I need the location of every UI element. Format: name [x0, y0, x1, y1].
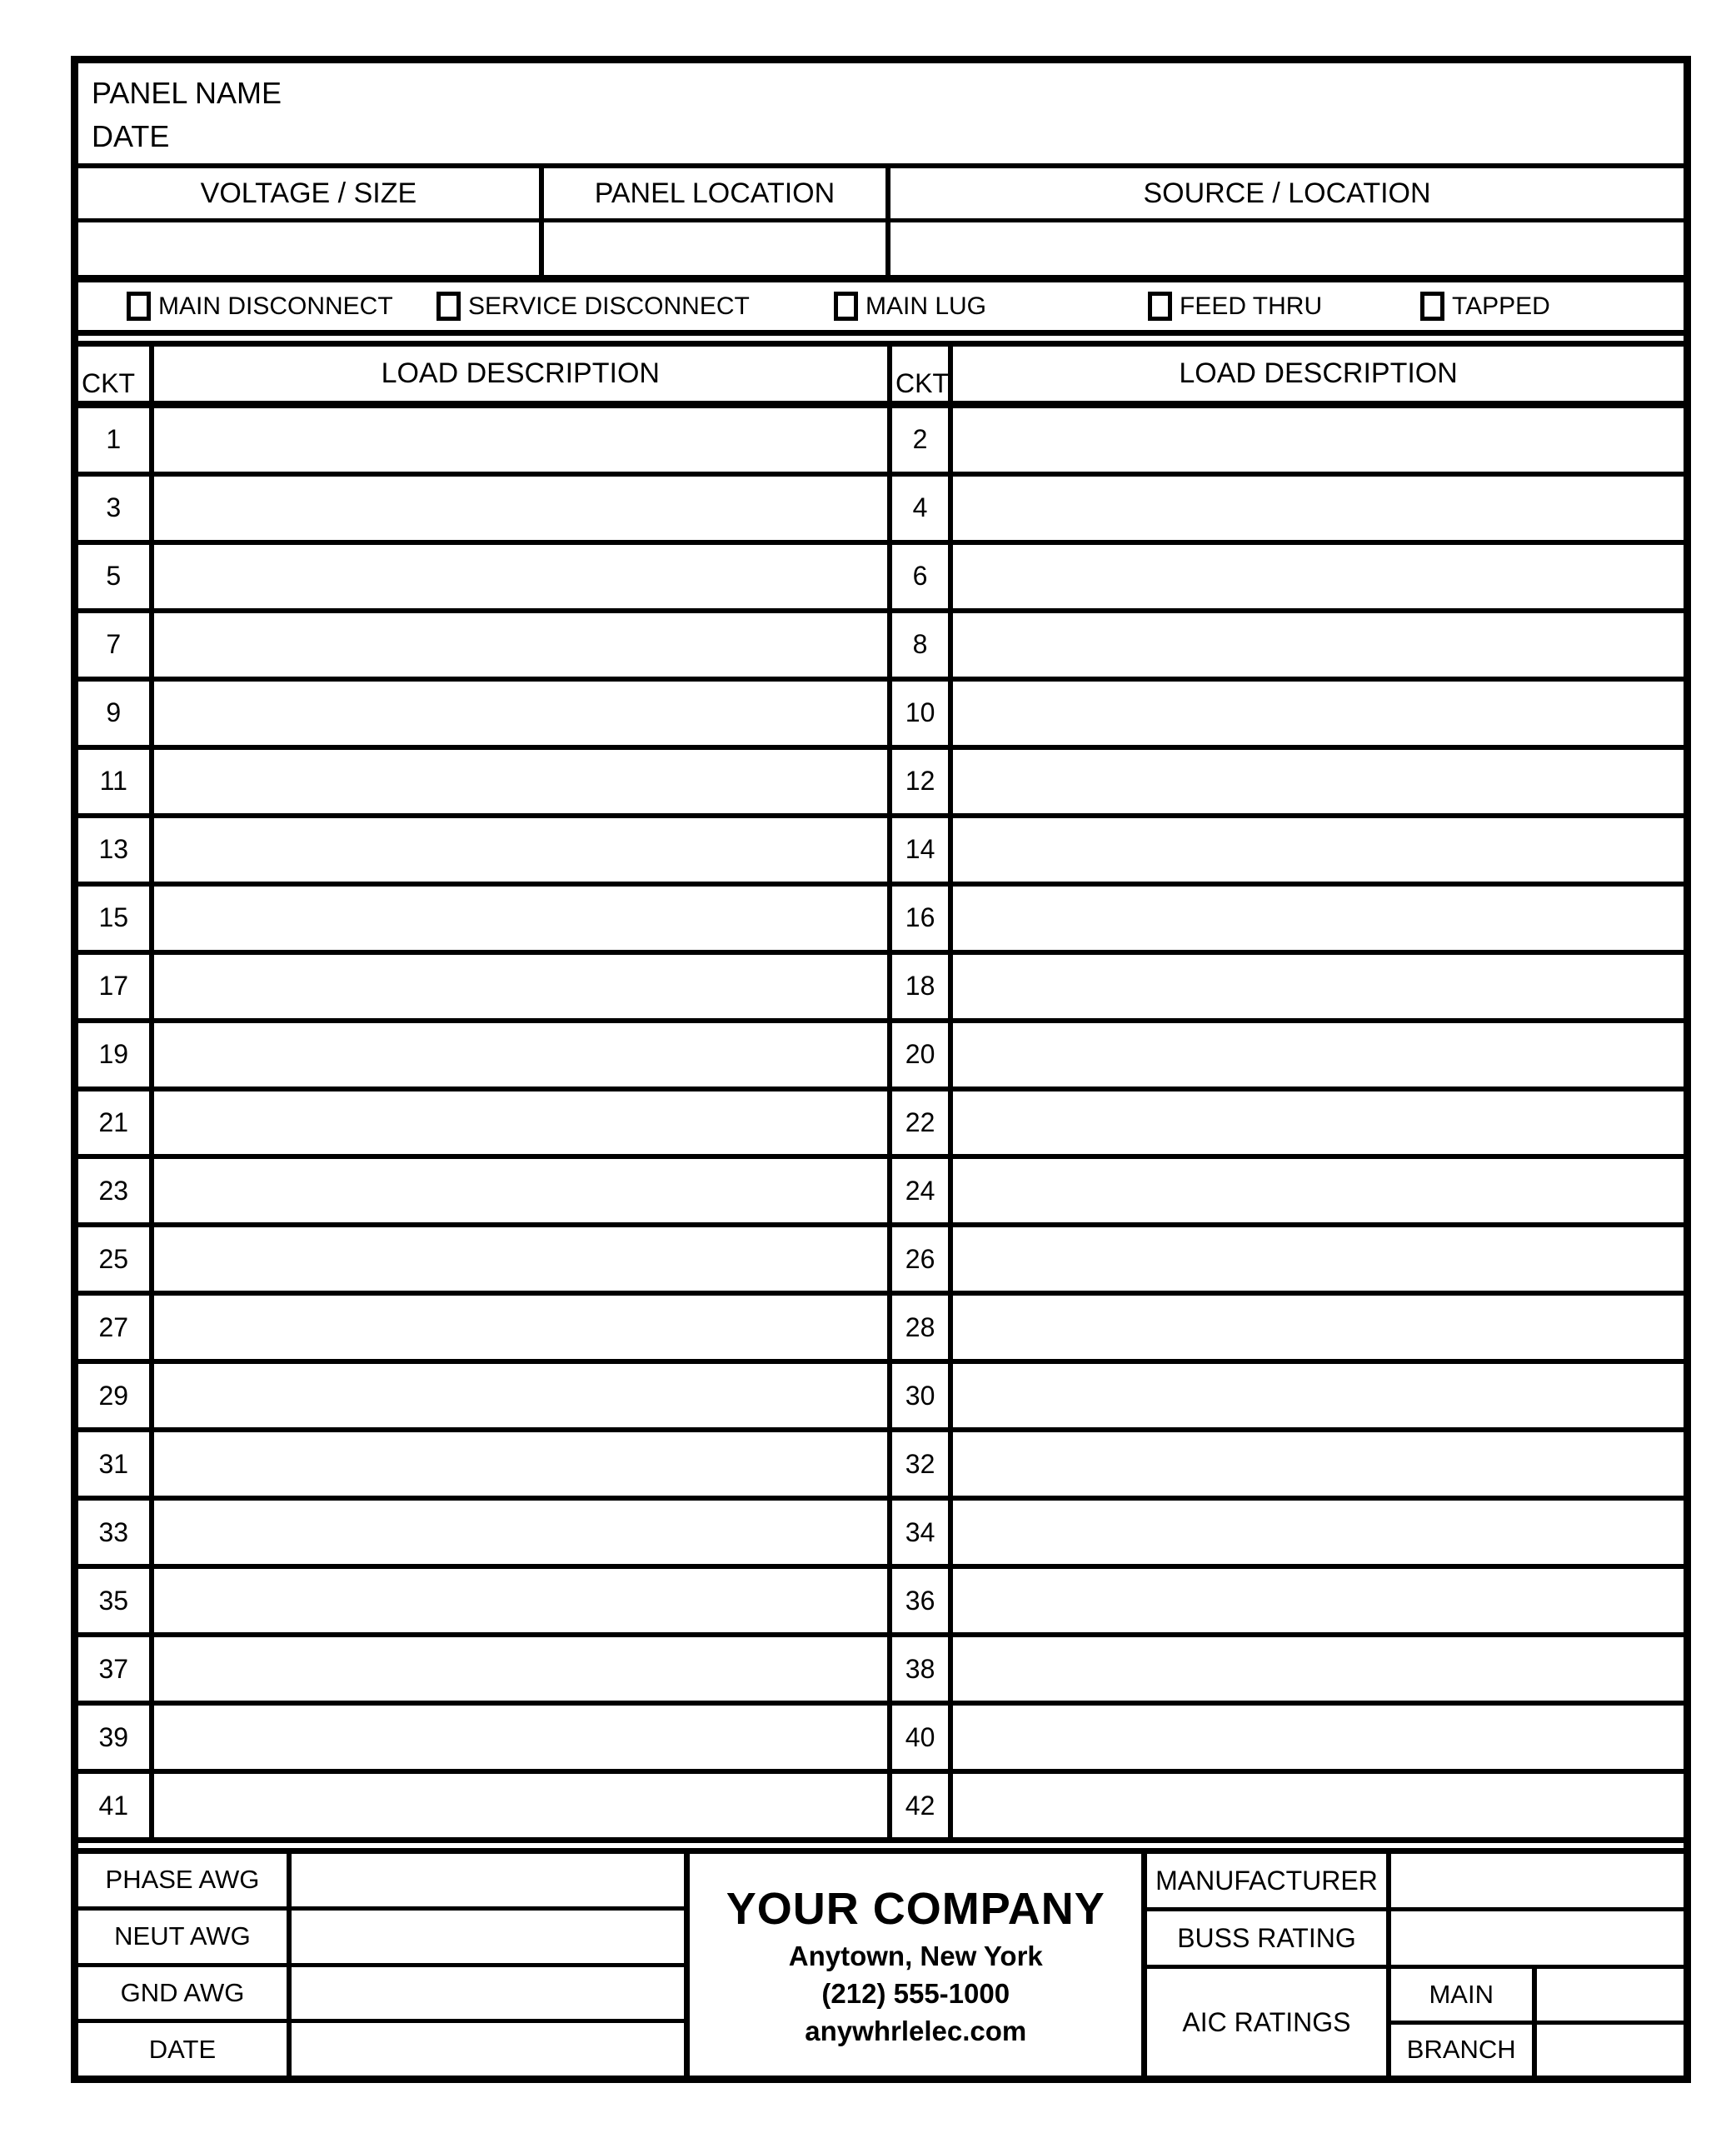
- load-description-cell[interactable]: [154, 1364, 892, 1427]
- ckt-number-cell: 11: [78, 750, 154, 813]
- ckt-number-cell: 29: [78, 1364, 154, 1427]
- load-description-cell[interactable]: [953, 682, 1684, 745]
- ckt-number-cell: 5: [78, 545, 154, 608]
- source-location-header: SOURCE / LOCATION: [1143, 177, 1431, 209]
- branch-label: BRANCH: [1391, 2025, 1537, 2076]
- voltage-size-header: VOLTAGE / SIZE: [78, 168, 544, 218]
- load-description-cell[interactable]: [953, 1569, 1684, 1632]
- load-description-cell[interactable]: [953, 1023, 1684, 1086]
- ckt-number-cell: 21: [78, 1091, 154, 1155]
- buss-rating-row: [1147, 1911, 1684, 1969]
- load-description-cell[interactable]: [953, 818, 1684, 882]
- checkbox-label: MAIN LUG: [866, 292, 987, 320]
- company-website: anywhrlelec.com: [805, 2015, 1027, 2046]
- ckt-number-cell: 18: [892, 955, 953, 1018]
- ckt-number-cell: 37: [78, 1637, 154, 1701]
- load-description-header-left: LOAD DESCRIPTION: [154, 347, 892, 401]
- footer-field-row: [78, 1967, 684, 2024]
- footer-field-input[interactable]: [292, 1967, 684, 2020]
- ckt-row: [78, 1501, 1684, 1569]
- checkbox-option-feed-thru: [1148, 282, 1322, 330]
- load-description-cell[interactable]: [154, 1023, 892, 1086]
- ckt-row: [78, 1569, 1684, 1637]
- ckt-number-cell: 25: [78, 1227, 154, 1291]
- ckt-number-cell: 4: [892, 477, 953, 540]
- ckt-number-cell: 27: [78, 1296, 154, 1359]
- ckt-number-cell: 10: [892, 682, 953, 745]
- ckt-number-cell: 9: [78, 682, 154, 745]
- ckt-number-cell: 28: [892, 1296, 953, 1359]
- footer-field-input[interactable]: [292, 1911, 684, 1963]
- checkbox-label: TAPPED: [1452, 292, 1550, 320]
- ckt-number-cell: 3: [78, 477, 154, 540]
- load-description-cell[interactable]: [953, 477, 1684, 540]
- footer-field-row: [78, 2023, 684, 2076]
- load-description-cell[interactable]: [953, 1637, 1684, 1701]
- ckt-row: [78, 613, 1684, 682]
- ckt-number-cell: 8: [892, 613, 953, 677]
- load-description-cell[interactable]: [953, 545, 1684, 608]
- ckt-number-cell: 26: [892, 1227, 953, 1291]
- load-description-cell[interactable]: [953, 1159, 1684, 1222]
- ckt-row: [78, 1023, 1684, 1091]
- manufacturer-input[interactable]: [1391, 1854, 1684, 1907]
- ckt-row: [78, 1091, 1684, 1160]
- load-description-cell[interactable]: [953, 887, 1684, 950]
- checkbox-label: SERVICE DISCONNECT: [468, 292, 750, 320]
- ckt-number-cell: 15: [78, 887, 154, 950]
- ckt-number-cell: 14: [892, 818, 953, 882]
- phase-awg-label: PHASE AWG: [78, 1854, 292, 1906]
- ckt-number-cell: 31: [78, 1432, 154, 1496]
- load-description-cell[interactable]: [953, 1774, 1684, 1837]
- ckt-number-cell: 12: [892, 750, 953, 813]
- footer-field-row: [78, 1911, 684, 1967]
- load-description-cell[interactable]: [154, 1296, 892, 1359]
- ckt-row: [78, 1432, 1684, 1501]
- manufacturer-row: [1147, 1854, 1684, 1911]
- footer-field-input[interactable]: [292, 2023, 684, 2076]
- checkbox-label: MAIN DISCONNECT: [158, 292, 393, 320]
- ratings-block: [1147, 1854, 1684, 2076]
- ckt-number-cell: 13: [78, 818, 154, 882]
- load-description-cell[interactable]: [953, 1296, 1684, 1359]
- ckt-number-cell: 36: [892, 1569, 953, 1632]
- load-description-cell[interactable]: [953, 613, 1684, 677]
- ckt-row: [78, 887, 1684, 955]
- ckt-number-cell: 16: [892, 887, 953, 950]
- date-label: DATE: [92, 119, 170, 154]
- checkbox-option-main-disconnect: [127, 282, 393, 330]
- ckt-row: [78, 1706, 1684, 1774]
- load-description-cell[interactable]: [953, 750, 1684, 813]
- ckt-number-cell: 19: [78, 1023, 154, 1086]
- ckt-number-cell: 32: [892, 1432, 953, 1496]
- neut-awg-label: NEUT AWG: [78, 1911, 292, 1963]
- ckt-number-cell: 38: [892, 1637, 953, 1701]
- load-description-cell[interactable]: [953, 1706, 1684, 1769]
- ckt-row: [78, 1159, 1684, 1227]
- date-label: DATE: [78, 2023, 292, 2076]
- load-description-cell[interactable]: [953, 1432, 1684, 1496]
- ckt-number-cell: 42: [892, 1774, 953, 1837]
- ckt-row: [78, 1227, 1684, 1296]
- aic-ratings-section: [1147, 1969, 1684, 2076]
- ckt-row: [78, 1637, 1684, 1706]
- panel-name-label: PANEL NAME: [92, 76, 282, 110]
- ckt-row: [78, 682, 1684, 750]
- ckt-header-right: CKT: [892, 347, 953, 401]
- ckt-number-cell: 20: [892, 1023, 953, 1086]
- ckt-number-cell: 33: [78, 1501, 154, 1564]
- ckt-row: [78, 1296, 1684, 1364]
- load-description-cell[interactable]: [953, 1227, 1684, 1291]
- ckt-row: [78, 545, 1684, 613]
- title-box: [78, 63, 1684, 168]
- ckt-number-cell: 35: [78, 1569, 154, 1632]
- checkbox[interactable]: [834, 292, 858, 321]
- aic-sub-input[interactable]: [1537, 1969, 1684, 2021]
- load-description-cell[interactable]: [154, 818, 892, 882]
- disconnect-options-row: [78, 282, 1684, 336]
- load-description-cell[interactable]: [154, 408, 892, 472]
- circuit-table: [78, 341, 1684, 1843]
- checkbox-option-tapped: [1420, 282, 1550, 330]
- company-block: [690, 1854, 1147, 2076]
- aic-ratings-rows: [1391, 1969, 1684, 2076]
- load-description-cell[interactable]: [154, 613, 892, 677]
- load-description-cell[interactable]: [953, 1091, 1684, 1155]
- load-description-cell[interactable]: [154, 1501, 892, 1564]
- panel-location-header: PANEL LOCATION: [544, 168, 890, 218]
- ckt-row: [78, 408, 1684, 477]
- checkbox[interactable]: [436, 292, 461, 321]
- checkbox[interactable]: [1420, 292, 1444, 321]
- checkbox-option-service-disconnect: [436, 282, 750, 330]
- load-description-cell[interactable]: [154, 750, 892, 813]
- location-header-row: [78, 168, 1684, 222]
- location-value-row: [78, 222, 1684, 282]
- load-description-cell[interactable]: [953, 955, 1684, 1018]
- panel-schedule-form: [71, 56, 1691, 2083]
- ckt-number-cell: 17: [78, 955, 154, 1018]
- ckt-header-left: CKT: [78, 347, 154, 401]
- source-location-input[interactable]: [890, 222, 1684, 275]
- ckt-row: [78, 818, 1684, 887]
- ckt-row: [78, 477, 1684, 545]
- ckt-number-cell: 41: [78, 1774, 154, 1837]
- aic-row: [1391, 2025, 1684, 2076]
- load-description-cell[interactable]: [154, 545, 892, 608]
- load-description-cell[interactable]: [953, 408, 1684, 472]
- load-description-cell[interactable]: [154, 1091, 892, 1155]
- ckt-number-cell: 2: [892, 408, 953, 472]
- footer-field-row: [78, 1854, 684, 1911]
- aic-ratings-label: AIC RATINGS: [1147, 1969, 1390, 2076]
- wire-gauge-block: [78, 1854, 690, 2076]
- ckt-number-cell: 40: [892, 1706, 953, 1769]
- load-description-cell[interactable]: [154, 955, 892, 1018]
- ckt-number-cell: 23: [78, 1159, 154, 1222]
- ckt-number-cell: 39: [78, 1706, 154, 1769]
- company-address: Anytown, New York: [788, 1940, 1043, 1971]
- load-description-cell[interactable]: [154, 1159, 892, 1222]
- load-description-cell[interactable]: [154, 1706, 892, 1769]
- gnd-awg-label: GND AWG: [78, 1967, 292, 2020]
- load-description-cell[interactable]: [154, 1774, 892, 1837]
- aic-row: [1391, 1969, 1684, 2025]
- load-description-cell[interactable]: [953, 1364, 1684, 1427]
- load-description-cell[interactable]: [154, 682, 892, 745]
- footer: [78, 1848, 1684, 2076]
- load-description-cell[interactable]: [154, 887, 892, 950]
- ckt-number-cell: 24: [892, 1159, 953, 1222]
- checkbox[interactable]: [127, 292, 151, 321]
- load-description-cell[interactable]: [154, 1432, 892, 1496]
- buss-rating-label: BUSS RATING: [1147, 1911, 1390, 1965]
- ckt-row: [78, 1774, 1684, 1837]
- load-description-cell[interactable]: [154, 1227, 892, 1291]
- load-description-header-right: LOAD DESCRIPTION: [1179, 357, 1458, 389]
- ckt-number-cell: 22: [892, 1091, 953, 1155]
- voltage-size-input[interactable]: [78, 222, 544, 275]
- panel-location-input[interactable]: [544, 222, 890, 275]
- company-name: YOUR COMPANY: [726, 1883, 1105, 1934]
- ckt-number-cell: 7: [78, 613, 154, 677]
- checkbox[interactable]: [1148, 292, 1172, 321]
- ckt-number-cell: 1: [78, 408, 154, 472]
- load-description-cell[interactable]: [154, 1637, 892, 1701]
- footer-field-input[interactable]: [292, 1854, 684, 1906]
- load-description-cell[interactable]: [154, 1569, 892, 1632]
- circuit-table-header: [78, 347, 1684, 408]
- ckt-number-cell: 34: [892, 1501, 953, 1564]
- checkbox-label: FEED THRU: [1180, 292, 1323, 320]
- ckt-row: [78, 955, 1684, 1023]
- ckt-row: [78, 1364, 1684, 1432]
- buss-rating-input[interactable]: [1391, 1911, 1684, 1965]
- ckt-number-cell: 6: [892, 545, 953, 608]
- load-description-cell[interactable]: [154, 477, 892, 540]
- manufacturer-label: MANUFACTURER: [1147, 1854, 1390, 1907]
- company-phone: (212) 555-1000: [821, 1977, 1010, 2009]
- circuit-table-body: [78, 408, 1684, 1837]
- checkbox-option-main-lug: [834, 282, 986, 330]
- ckt-row: [78, 750, 1684, 818]
- ckt-number-cell: 30: [892, 1364, 953, 1427]
- load-description-cell[interactable]: [953, 1501, 1684, 1564]
- main-label: MAIN: [1391, 1969, 1537, 2021]
- aic-sub-input[interactable]: [1537, 2025, 1684, 2076]
